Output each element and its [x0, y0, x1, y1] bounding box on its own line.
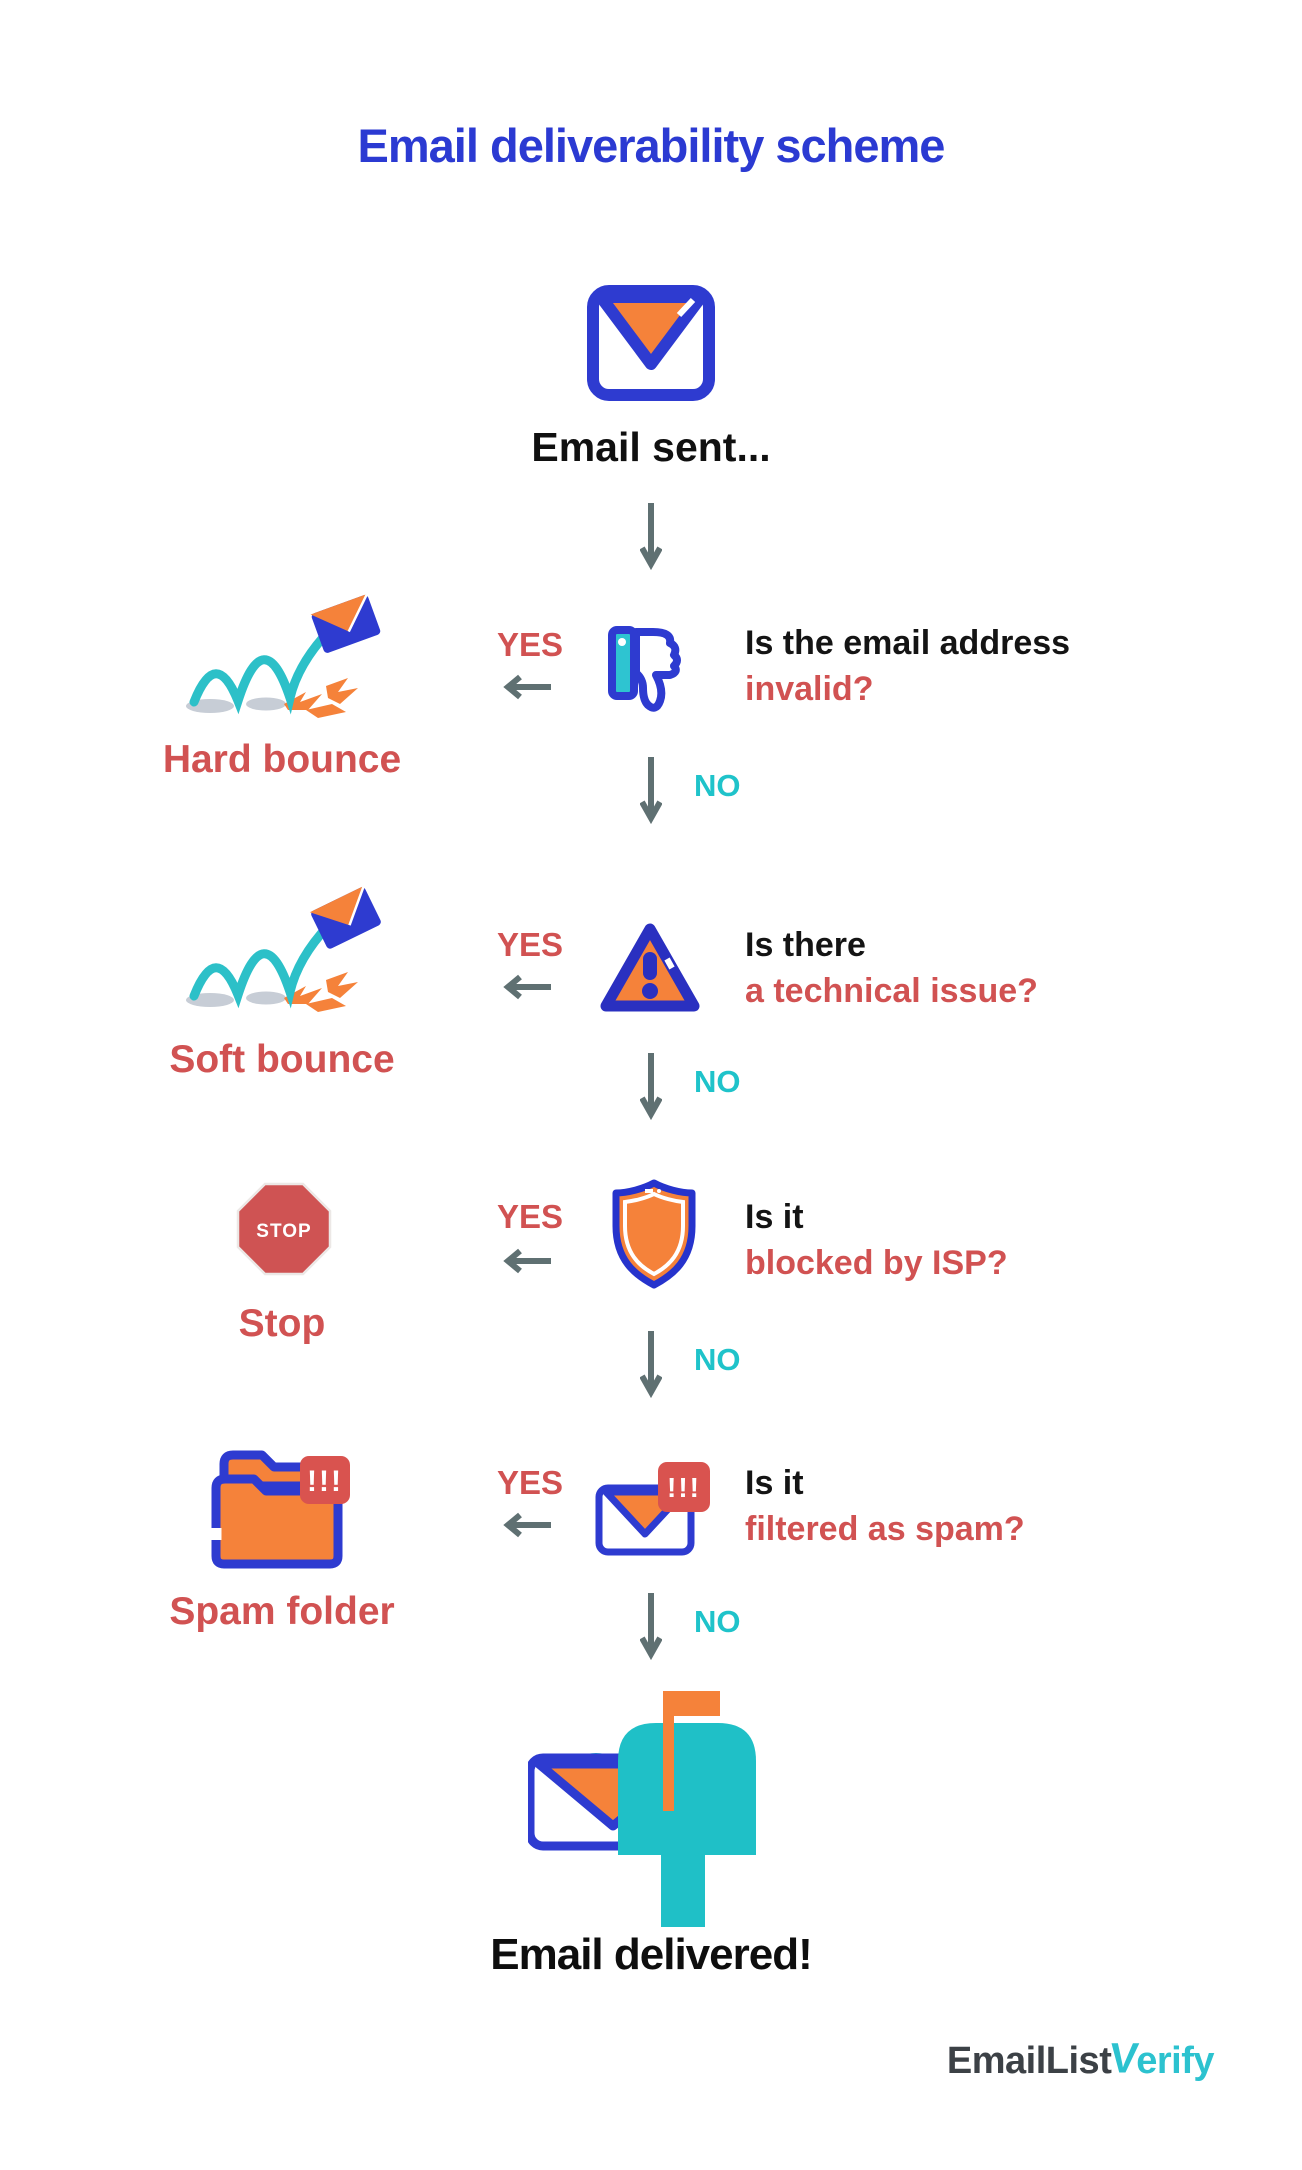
no-label: NO: [694, 1342, 741, 1377]
stop-sign-icon: [234, 1180, 334, 1278]
bounced-envelope-icon: [180, 590, 390, 724]
email-sent-label: Email sent...: [531, 424, 771, 470]
spam-folder-icon: [202, 1444, 357, 1572]
decision-row-technical-issue: [0, 882, 1302, 1157]
email-delivered-label: Email delivered!: [490, 1930, 812, 1979]
page-title: Email deliverability scheme: [357, 119, 945, 172]
down-arrow-icon: [640, 500, 662, 574]
down-arrow-icon: [640, 754, 662, 828]
checkmark-v-icon: V: [1107, 2035, 1141, 2083]
question-line1: Is it: [745, 1198, 804, 1236]
question-line2: filtered as spam?: [745, 1510, 1025, 1548]
question-text: [745, 1460, 1025, 1552]
mailbox-icon: [528, 1686, 808, 1931]
yes-label: YES: [496, 1198, 564, 1235]
down-arrow-icon: [640, 1050, 662, 1124]
left-arrow-icon: [502, 1248, 554, 1274]
yes-label: YES: [496, 926, 564, 963]
spam-folder-label: Spam folder: [169, 1590, 395, 1633]
decision-row-blocked-isp: [0, 1172, 1302, 1447]
decision-row-filtered-spam: [0, 1440, 1302, 1715]
no-label: NO: [694, 768, 741, 803]
no-label: NO: [694, 1604, 741, 1639]
yes-label: YES: [496, 1464, 564, 1501]
hard-bounce-label: Hard bounce: [162, 738, 402, 781]
spam-envelope-icon: [594, 1458, 714, 1558]
yes-label: YES: [496, 626, 564, 663]
question-text: [745, 922, 1038, 1014]
stop-label: Stop: [238, 1302, 326, 1345]
left-arrow-icon: [502, 974, 554, 1000]
left-arrow-icon: [502, 1512, 554, 1538]
question-line1: Is there: [745, 926, 866, 964]
question-line2: invalid?: [745, 670, 874, 708]
no-label: NO: [694, 1064, 741, 1099]
question-line1: Is the email address: [745, 624, 1071, 662]
logo-suffix: erify: [1136, 2040, 1214, 2082]
bounced-envelope-icon: [180, 884, 390, 1018]
question-text: [745, 1194, 1008, 1286]
spam-badge-text: !!!: [307, 1465, 343, 1498]
logo-prefix: EmailList: [946, 2040, 1112, 2082]
shield-icon: [608, 1178, 700, 1290]
question-line1: Is it: [745, 1464, 804, 1502]
spam-badge-text: !!!: [667, 1472, 701, 1503]
envelope-icon: [586, 284, 716, 402]
down-arrow-icon: [640, 1590, 662, 1664]
down-arrow-icon: [640, 1328, 662, 1402]
emaillistverify-logo: [946, 2035, 1214, 2083]
warning-triangle-icon: [598, 920, 702, 1016]
question-line2: a technical issue?: [745, 972, 1038, 1010]
left-arrow-icon: [502, 674, 554, 700]
decision-row-invalid-address: [0, 590, 1302, 865]
soft-bounce-label: Soft bounce: [169, 1038, 395, 1081]
thumbs-down-icon: [606, 622, 694, 717]
question-text: [745, 620, 1070, 712]
question-line2: blocked by ISP?: [745, 1244, 1008, 1282]
stop-sign-text: STOP: [256, 1221, 312, 1242]
